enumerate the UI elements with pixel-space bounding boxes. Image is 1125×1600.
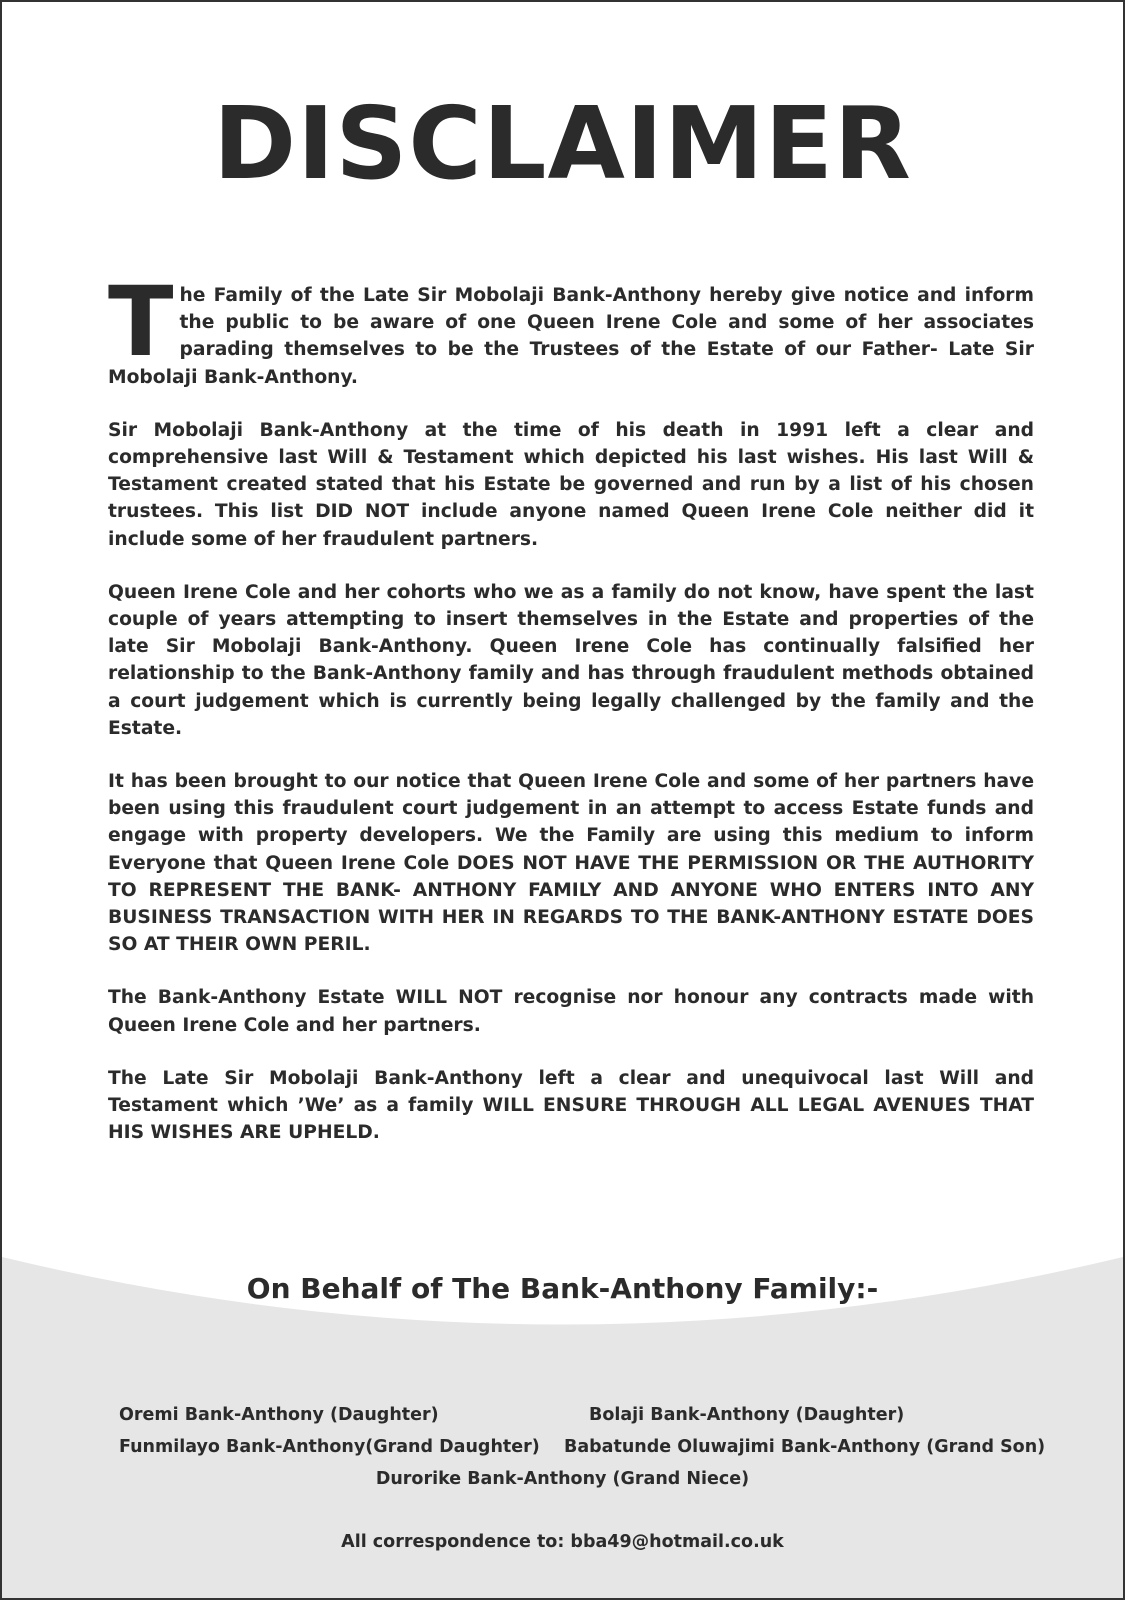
paragraph-1 (108, 266, 1034, 391)
paragraph-1-text: he Family of the Late Sir Mobolaji Bank-Anthony hereby give notice and inform the public to be aware of one Queen Irene Cole and some of her associates parading themselves to be the Trustees of the Estate of our Father- Late Sir Mobolaji Bank-Anthony. (108, 285, 1034, 388)
notice-body (108, 266, 1034, 1172)
paragraph-3: Queen Irene Cole and her cohorts who we as a family do not know, have spent the last couple of years attempting to insert themselves in the Estate and properties of the late Sir Mobolaji Bank-Anthony. Queen Irene Cole has continually falsified her relationship to the Bank-Anthony family and has through fraudulent methods obtained a court judgement which is currently being legally challenged by the family and the Estate. (108, 581, 1034, 739)
page-title: DISCLAIMER (213, 85, 912, 202)
correspondence-contact: All correspondence to: bba49@hotmail.co.uk (341, 1532, 784, 1552)
on-behalf-heading: On Behalf of The Bank-Anthony Family:- (246, 1272, 879, 1305)
signatory-funmilayo: Funmilayo Bank-Anthony(Grand Daughter) (119, 1437, 540, 1457)
paragraph-6: The Late Sir Mobolaji Bank-Anthony left a clear and unequivocal last Will and Testament which ’We’ as a family WILL ENSURE THROUGH ALL LEGAL AVENUES THAT HIS WISHES ARE UPHELD. (108, 1067, 1034, 1144)
paragraph-4: It has been brought to our notice that Queen Irene Cole and some of her partners have been using this fraudulent court judgement in an attempt to access Estate funds and engage with property developers. We the Family are using this medium to inform Everyone that Queen Irene Cole DOES NOT HAVE THE PERMISSION OR THE AUTHORITY TO REPRESENT THE BANK- ANTHONY FAMILY AND ANYONE WHO ENTERS INTO ANY BUSINESS TRANSACTION WITH HER IN REGARDS TO THE BANK-ANTHONY ESTATE DOES SO AT THEIR OWN PERIL. (108, 771, 1034, 956)
drop-cap: T (108, 266, 174, 378)
paragraph-2: Sir Mobolaji Bank-Anthony at the time of his death in 1991 left a clear and comprehensive last Will & Testament which depicted his last wishes. His last Will & Testament created stated that his Estate be governed and run by a list of his chosen trustees. This list DID NOT include anyone named Queen Irene Cole neither did it include some of her fraudulent partners. (108, 419, 1034, 550)
signatory-babatunde: Babatunde Oluwajimi Bank-Anthony (Grand Son) (564, 1437, 1046, 1457)
paragraph-5: The Bank-Anthony Estate WILL NOT recognise nor honour any contracts made with Queen Irene Cole and her partners. (108, 987, 1034, 1036)
signatory-durorike: Durorike Bank-Anthony (Grand Niece) (375, 1469, 750, 1489)
signatory-oremi: Oremi Bank-Anthony (Daughter) (119, 1405, 439, 1425)
signatory-bolaji: Bolaji Bank-Anthony (Daughter) (589, 1405, 905, 1425)
